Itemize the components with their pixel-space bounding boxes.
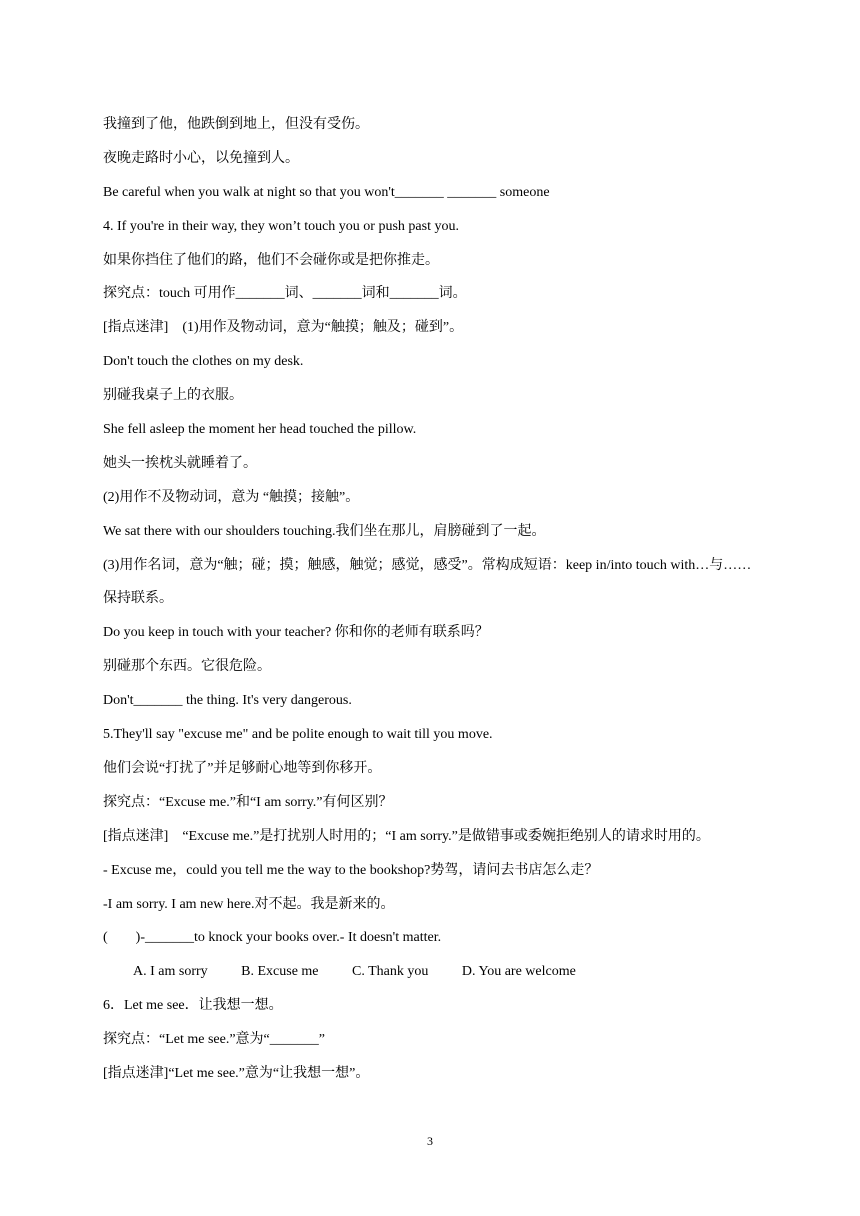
- question-line: ( )-_______to knock your books over.- It doesn't matter.: [103, 930, 442, 946]
- text-line: 她头一挨枕头就睡着了。: [103, 455, 257, 471]
- answer-options: [103, 955, 763, 989]
- text-line: 探究点：“Let me see.”意为“_______”: [103, 1032, 325, 1048]
- text-line: -I am sorry. I am new here.对不起。我是新来的。: [103, 896, 395, 912]
- text-line: Don't_______ the thing. It's very dangerous.: [103, 693, 352, 709]
- option-c: C. Thank you: [352, 964, 429, 980]
- text-line: Be careful when you walk at night so that you won't_______ _______ someone: [103, 184, 550, 200]
- text-line: [指点迷津]“Let me see.”意为“让我想一想”。: [103, 1065, 370, 1081]
- page-content: [103, 108, 763, 1091]
- text-line: 夜晚走路时小心，以免撞到人。: [103, 150, 299, 166]
- text-line: 别碰那个东西。它很危险。: [103, 659, 271, 675]
- text-line: [指点迷津] (1)用作及物动词，意为“触摸；触及；碰到”。: [103, 320, 464, 336]
- text-line: - Excuse me，could you tell me the way to the bookshop?势驾，请问去书店怎么走？: [103, 862, 599, 878]
- text-line: She fell asleep the moment her head touched the pillow.: [103, 422, 417, 438]
- text-line: Don't touch the clothes on my desk.: [103, 354, 304, 370]
- text-paragraph: (3)用作名词，意为“触；碰；摸；触感，触觉；感觉，感受”。常构成短语：keep in/into touch with…与……保持联系。: [103, 557, 752, 607]
- text-line: 我撞到了他，他跌倒到地上，但没有受伤。: [103, 117, 369, 132]
- text-line: (2)用作不及物动词，意为 “触摸；接触”。: [103, 489, 360, 505]
- page-number: 3: [427, 1134, 433, 1148]
- text-line: 探究点：touch 可用作_______词、_______词和_______词。: [103, 286, 467, 302]
- option-d: D. You are welcome: [461, 964, 576, 980]
- text-line: 5.They'll say "excuse me" and be polite enough to wait till you move.: [103, 727, 493, 743]
- text-line: Do you keep in touch with your teacher? 你和你的老师有联系吗？: [103, 625, 489, 641]
- option-a: A. I am sorry: [133, 964, 208, 980]
- text-line: 别碰我桌子上的衣服。: [103, 388, 243, 404]
- text-line: We sat there with our shoulders touching.我们坐在那儿，肩膀碰到了一起。: [103, 523, 546, 539]
- text-line: 如果你挡住了他们的路，他们不会碰你或是把你推走。: [103, 252, 439, 268]
- text-line: 6．Let me see．让我想一想。: [103, 998, 283, 1014]
- text-line: 探究点：“Excuse me.”和“I am sorry.”有何区别？: [103, 794, 393, 810]
- text-line: 他们会说“打扰了”并足够耐心地等到你移开。: [103, 760, 382, 776]
- option-b: B. Excuse me: [241, 964, 319, 980]
- text-line: 4. If you're in their way, they won’t touch you or push past you.: [103, 218, 459, 234]
- text-paragraph: [指点迷津] “Excuse me.”是打扰别人时用的；“I am sorry.”是做错事或委婉拒绝别人的请求时用的。: [103, 828, 710, 844]
